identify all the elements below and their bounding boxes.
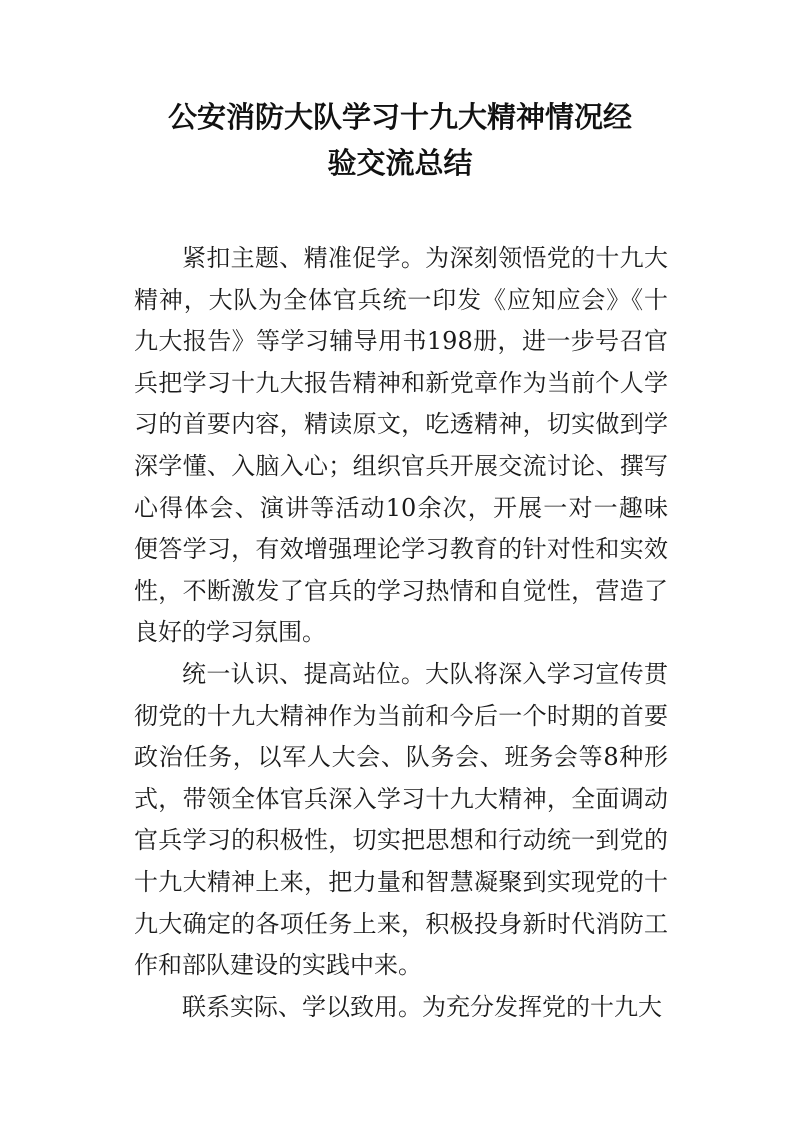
document-title: [100, 94, 700, 186]
title-line-2: 验交流总结: [327, 146, 473, 180]
paragraph-1: 紧扣主题、精准促学。为深刻领悟党的十九大精神，大队为全体官兵统一印发《应知应会》《十九大报告》等学习辅导用书198册，进一步号召官兵把学习十九大报告精神和新党章作为当前个人学习的首要内容，精读原文，吃透精神，切实做到学深学懂、入脑入心；组织官兵开展交流讨论、撰写心得体会、演讲等活动10余次，开展一对一趣味便答学习，有效增强理论学习教育的针对性和实效性，不断激发了官兵的学习热情和自觉性，营造了良好的学习氛围。: [134, 244, 668, 647]
document-body: [134, 238, 668, 1028]
paragraph-2: 统一认识、提高站位。大队将深入学习宣传贯彻党的十九大精神作为当前和今后一个时期的首要政治任务，以军人大会、队务会、班务会等8种形式，带领全体官兵深入学习十九大精神，全面调动官兵学习的积极性，切实把思想和行动统一到党的十九大精神上来，把力量和智慧凝聚到实现党的十九大确定的各项任务上来，积极投身新时代消防工作和部队建设的实践中来。: [134, 659, 668, 980]
title-line-1: 公安消防大队学习十九大精神情况经: [167, 100, 632, 134]
paragraph-3: 联系实际、学以致用。为充分发挥党的十九大: [182, 992, 662, 1021]
